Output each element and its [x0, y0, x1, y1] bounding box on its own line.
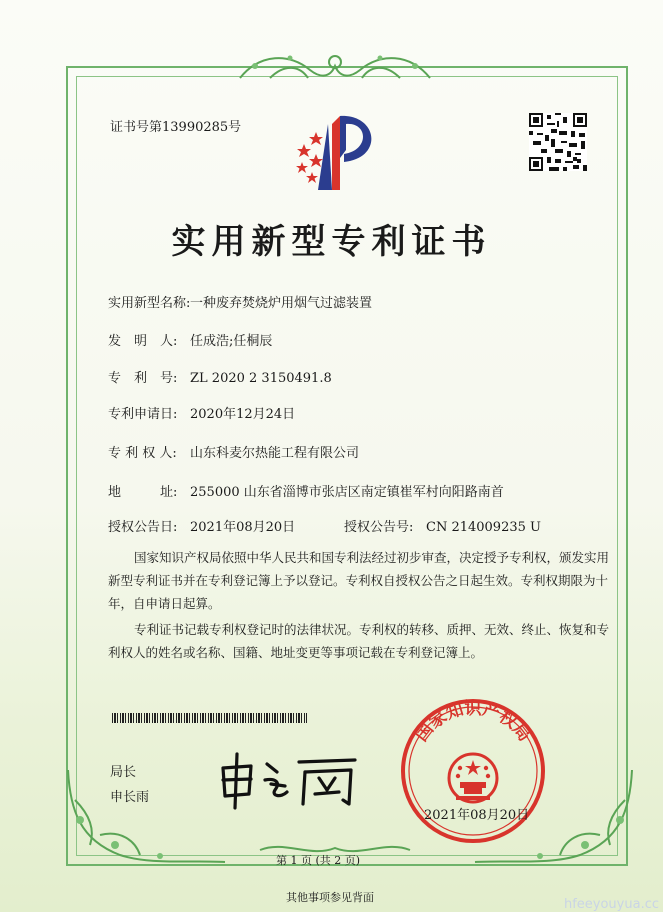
inventor-label: 发 明 人: — [108, 334, 178, 349]
owner-label: 专 利 权 人: — [108, 446, 177, 461]
address-label: 地 址: — [108, 485, 178, 500]
filing-date-value: 2020年12月24日 — [190, 407, 296, 422]
address-value: 255000 山东省淄博市张店区南定镇崔军村向阳路南首 — [190, 485, 504, 500]
signatory-title: 局长 — [110, 765, 137, 780]
grant-number-label: 授权公告号: — [344, 520, 414, 535]
grant-date-value: 2021年08月20日 — [190, 520, 296, 535]
patent-number-value: ZL 2020 2 3150491.8 — [190, 371, 332, 386]
qr-code-icon — [529, 113, 587, 171]
signatory-name: 申长雨 — [110, 790, 150, 805]
page-indicator: 第 1 页 (共 2 页) — [276, 854, 361, 867]
barcode — [112, 713, 307, 723]
svg-text:国家知识产权局: 国家知识产权局 — [411, 698, 535, 746]
grant-date-label: 授权公告日: — [108, 520, 178, 535]
filing-date-label: 专利申请日: — [108, 407, 178, 422]
top-ornament — [230, 48, 440, 88]
inventor-value: 任成浩;任桐辰 — [190, 334, 273, 349]
bottom-left-ornament — [60, 760, 230, 870]
patent-office-logo-icon — [288, 110, 384, 192]
name-label: 实用新型名称: — [108, 296, 191, 311]
legal-status-paragraph: 专利证书记载专利权登记时的法律状况。专利权的转移、质押、无效、终止、恢复和专利权人的姓名或名称、国籍、地址变更等事项记载在专利登记簿上。 — [108, 622, 610, 660]
certificate-number: 证书号第13990285号 — [110, 120, 242, 135]
seal-date: 2021年08月20日 — [424, 808, 530, 823]
name-value: 一种废弃焚烧炉用烟气过滤装置 — [190, 296, 373, 311]
handwritten-signature-icon — [215, 750, 365, 810]
site-watermark: hfeeyouyua.cc — [563, 897, 659, 912]
patent-number-label: 专 利 号: — [108, 371, 178, 386]
grant-statement-paragraph: 国家知识产权局依照中华人民共和国专利法经过初步审查，决定授予专利权，颁发实用新型专利证书并在专利登记簿上予以登记。专利权自授权公告之日起生效。专利权期限为十年，自申请日起算。 — [108, 550, 610, 611]
certificate-title: 实用新型专利证书 — [171, 222, 492, 262]
footer-note: 其他事项参见背面 — [286, 891, 374, 904]
grant-number-value: CN 214009235 U — [426, 520, 541, 535]
owner-value: 山东科麦尔热能工程有限公司 — [190, 446, 360, 461]
